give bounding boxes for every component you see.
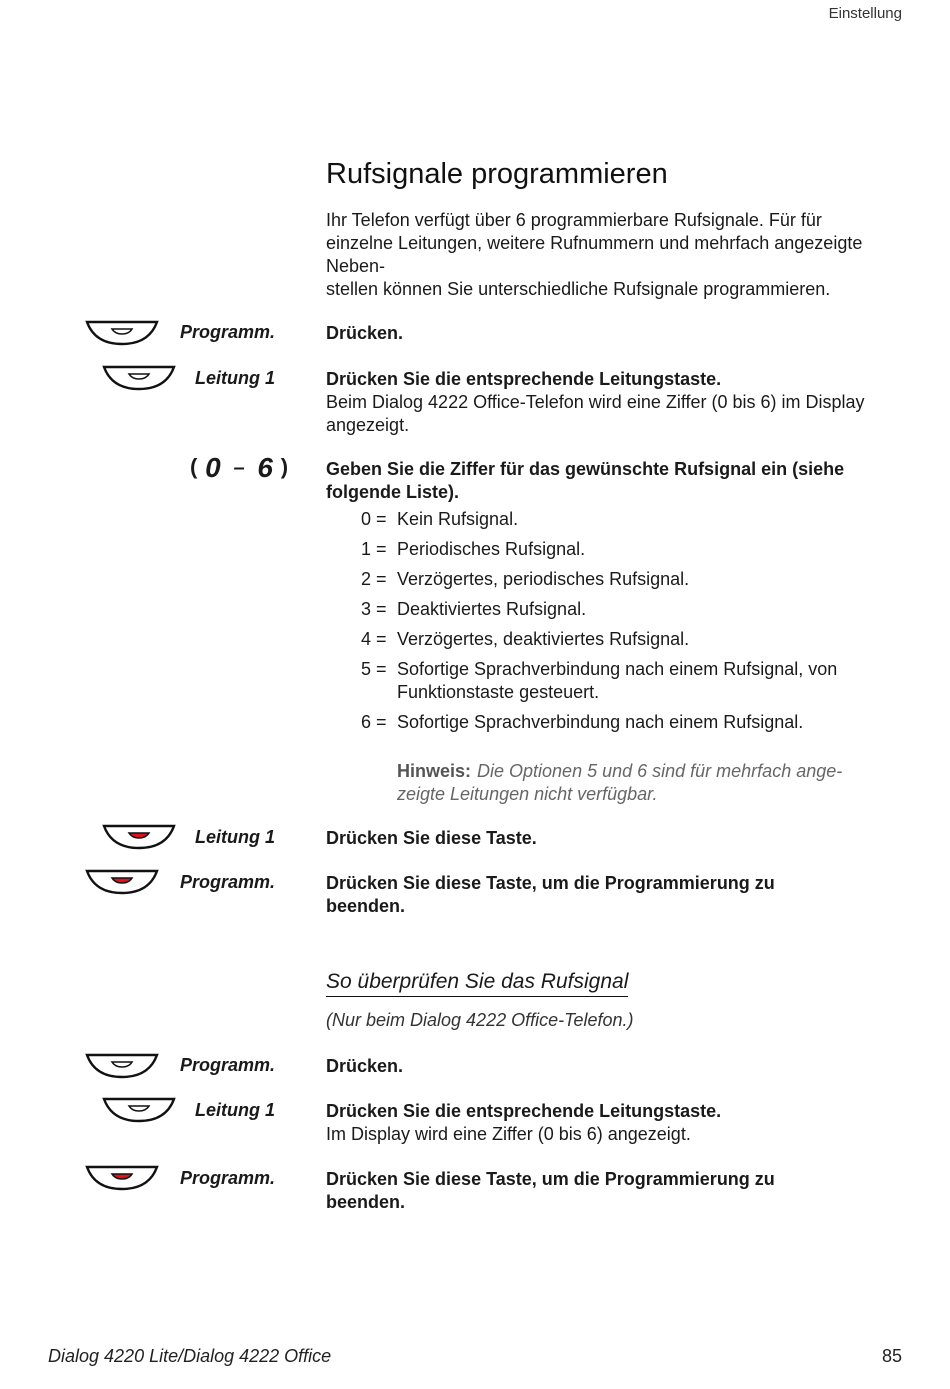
option-text: Periodisches Rufsignal. <box>397 539 586 559</box>
program-key-label: Programm. <box>179 322 275 342</box>
hint-text: Die Optionen 5 und 6 sind für mehrfach ange- <box>477 761 843 781</box>
line-key-label: Leitung 1 <box>195 827 275 847</box>
intro-line: einzelne Leitungen, weitere Rufnummern und mehrfach angezeigte <box>326 233 863 253</box>
option-item <box>361 568 901 591</box>
option-item <box>361 711 901 734</box>
step-bold-text: Drücken Sie die entsprechende Leitungstaste. <box>326 369 722 389</box>
page-number: 85 <box>881 1346 902 1366</box>
step-bold-line: Drücken Sie diese Taste, um die Programmierung zu <box>326 873 775 893</box>
option-number: 6 = <box>361 712 387 732</box>
digit-dash: – <box>233 457 245 479</box>
hint-text: zeigte Leitungen nicht verfügbar. <box>397 784 658 804</box>
step-bold-line: Geben Sie die Ziffer für das gewünschte Rufsignal ein (siehe <box>326 459 845 479</box>
step-plain-text: Beim Dialog 4222 Office-Telefon wird eine Ziffer (0 bis 6) im Display <box>326 392 865 412</box>
line-key-led-on-icon <box>102 823 176 851</box>
digit-to: 6 <box>257 452 273 483</box>
step-bold-line: folgende Liste). <box>326 482 460 502</box>
page-title: Rufsignale programmieren <box>326 158 668 190</box>
hint-label: Hinweis: <box>397 761 472 781</box>
program-key-led-on-icon <box>85 868 159 896</box>
option-item <box>361 658 901 704</box>
step-plain-text: angezeigt. <box>326 415 410 435</box>
digit-from: 0 <box>205 452 221 483</box>
program-key-icon <box>85 1052 159 1080</box>
digit-close-paren: ) <box>280 454 289 479</box>
option-item <box>361 628 901 651</box>
option-text: Verzögertes, deaktiviertes Rufsignal. <box>397 629 690 649</box>
program-key-led-on-icon <box>85 1164 159 1192</box>
hint-note <box>397 760 897 806</box>
program-key-label: Programm. <box>179 872 275 892</box>
option-item <box>361 538 901 561</box>
step-instruction <box>326 872 906 918</box>
step-instruction: Drücken. <box>326 323 404 343</box>
option-text-line: Sofortige Sprachverbindung nach einem Rufsignal, von <box>397 659 838 679</box>
intro-line: Neben- <box>326 256 386 276</box>
option-number: 2 = <box>361 569 387 589</box>
intro-line: stellen können Sie unterschiedliche Rufsignale programmieren. <box>326 279 831 299</box>
step-plain-text: Im Display wird eine Ziffer (0 bis 6) angezeigt. <box>326 1124 691 1144</box>
option-text: Kein Rufsignal. <box>397 509 519 529</box>
option-number: 1 = <box>361 539 387 559</box>
line-key-label: Leitung 1 <box>195 1100 275 1120</box>
option-text: Verzögertes, periodisches Rufsignal. <box>397 569 690 589</box>
step-bold-line: Drücken Sie diese Taste, um die Programmierung zu <box>326 1169 775 1189</box>
step-bold-line: beenden. <box>326 896 406 916</box>
digit-entry <box>190 452 288 484</box>
step-instruction: Drücken Sie diese Taste. <box>326 828 537 848</box>
option-text-line: Funktionstaste gesteuert. <box>397 682 600 702</box>
line-key-icon <box>102 1096 176 1124</box>
footer-product-name: Dialog 4220 Lite/Dialog 4222 Office <box>48 1346 332 1366</box>
digit-open-paren: ( <box>190 454 198 479</box>
option-text: Sofortige Sprachverbindung nach einem Rufsignal. <box>397 712 804 732</box>
step-instruction: Drücken. <box>326 1056 404 1076</box>
program-key-label: Programm. <box>179 1168 275 1188</box>
intro-line: Ihr Telefon verfügt über 6 programmierbare Rufsignale. Für für <box>326 210 822 230</box>
running-header: Einstellung <box>828 5 902 22</box>
line-key-icon <box>102 364 176 392</box>
option-text: Deaktiviertes Rufsignal. <box>397 599 587 619</box>
option-number: 5 = <box>361 659 387 679</box>
step-instruction <box>326 1100 906 1146</box>
option-item <box>361 598 901 621</box>
line-key-label: Leitung 1 <box>195 368 275 388</box>
section-heading: So überprüfen Sie das Rufsignal <box>326 970 628 997</box>
step-bold-text: Drücken Sie die entsprechende Leitungstaste. <box>326 1101 722 1121</box>
option-text <box>397 658 901 704</box>
step-bold-line: beenden. <box>326 1192 406 1212</box>
option-number: 4 = <box>361 629 387 649</box>
step-instruction <box>326 458 906 504</box>
program-key-icon <box>85 319 159 347</box>
option-number: 0 = <box>361 509 387 529</box>
step-instruction <box>326 368 906 437</box>
program-key-label: Programm. <box>179 1055 275 1075</box>
intro-paragraph <box>326 209 906 301</box>
step-instruction <box>326 1168 906 1214</box>
section-subnote: (Nur beim Dialog 4222 Office-Telefon.) <box>326 1010 634 1030</box>
option-item <box>361 508 901 531</box>
option-number: 3 = <box>361 599 387 619</box>
